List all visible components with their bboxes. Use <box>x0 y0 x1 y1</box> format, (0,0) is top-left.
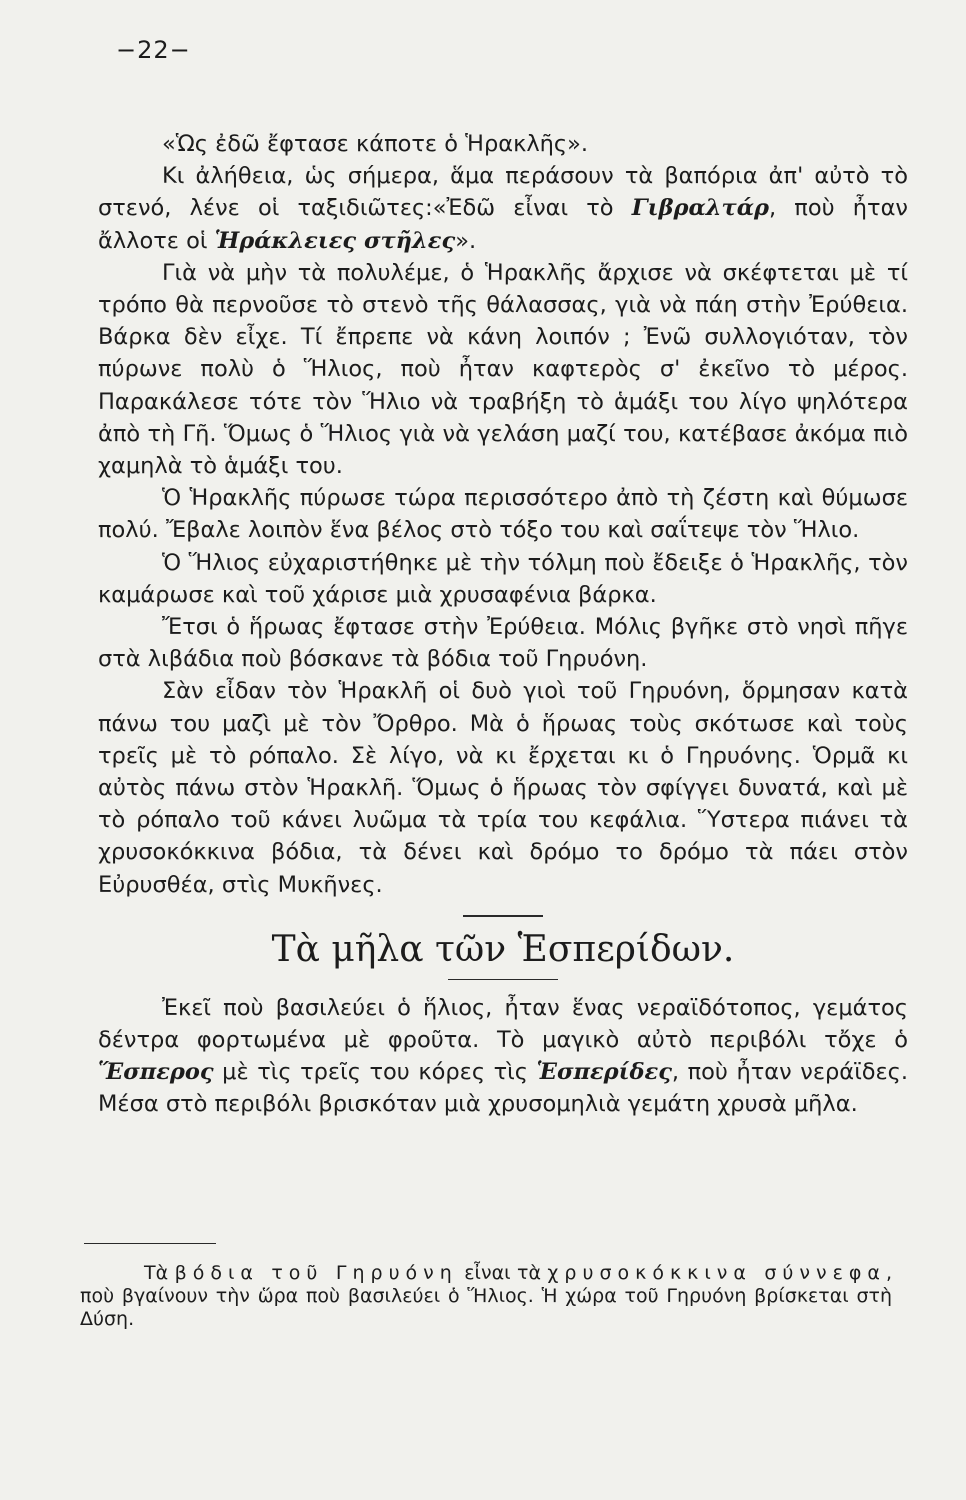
gibraltar-emphasis: Γιβραλτάρ <box>631 195 769 222</box>
paragraph-quote: «Ὡς ἐδῶ ἔφτασε κάποτε ὁ Ἡρακλῆς». <box>162 131 589 157</box>
section-divider-bottom <box>448 979 558 980</box>
footnote-rule <box>84 1243 216 1244</box>
text-run: εἶναι τὰ <box>457 1262 548 1284</box>
text-run: , ποὺ ἦταν ἄλλοτε οἱ <box>98 195 908 254</box>
text-run: μὲ τὶς τρεῖς του κόρες τὶς <box>213 1059 537 1086</box>
text-run: , ποὺ βγαίνουν τὴν ὥρα ποὺ βασιλεύει ὁ Ἥλιος. Ἡ χώρα τοῦ Γηρυόνη βρίσκεται στὴ Δύση. <box>80 1262 892 1330</box>
text-run: , ποὺ ἦταν νεράϊδες. Μέσα στὸ περιβόλι βρισκόταν μιὰ χρυσομηλιὰ γεμάτη χρυσὰ μῆλα. <box>98 1059 909 1118</box>
paragraph-erytheia: Ἔτσι ὁ ἥρωας ἔφτασε στὴν Ἐρύθεια. Μόλις βγῆκε στὸ νησὶ πῆγε στὰ λιβάδια ποὺ βόσκανε τὰ βόδια τοῦ Γηρυόνη. <box>98 614 908 673</box>
pillars-emphasis: Ἡράκλειες στῆλες <box>214 227 456 254</box>
spaced-emphasis: βόδια τοῦ Γηρυόνη <box>174 1262 458 1284</box>
section-heading: Τὰ μῆλα τῶν Ἑσπερίδων. <box>271 928 735 970</box>
footnote <box>80 1262 892 1331</box>
paragraph-geryon: Σὰν εἶδαν τὸν Ἡρακλῆ οἱ δυὸ γιοὶ τοῦ Γηρυόνη, ὅρμησαν κατὰ πάνω του μαζὶ μὲ τὸν Ὄρθρο. Μὰ ὁ ἥρωας τοὺς σκότωσε καὶ τοὺς τρεῖς μὲ τὸ ρόπαλο. Σὲ λίγο, νὰ κι ἔρχεται κι ὁ Γηρυόνης. Ὁρμᾶ κι αὐτὸς πάνω στὸν Ἡρακλῆ. Ὅμως ὁ ἥρωας τὸν σφίγγει δυνατά, καὶ μὲ τὸ ρόπαλο τοῦ κάνει λυῶμα τὰ τρία του κεφάλια. Ὕστερα πιάνει τὰ χρυσοκόκκινα βόδια, τὰ δένει καὶ δρόμο το δρόμο τὰ πάει στὸν Εὐρυσθέα, στὶς Μυκῆνες. <box>98 678 908 898</box>
main-text <box>98 128 908 1121</box>
footnote-paragraph <box>80 1262 892 1331</box>
spaced-emphasis: χρυσοκόκκινα σύννεφα <box>547 1262 886 1284</box>
paragraph-sun: Γιὰ νὰ μὴν τὰ πολυλέμε, ὁ Ἡρακλῆς ἄρχισε νὰ σκέφτεται μὲ τί τρόπο θὰ περνοῦσε τὸ στενὸ τῆς θάλασσας, γιὰ νὰ πάη στὴν Ἐρύθεια. Βάρκα δὲν εἶχε. Τί ἔπρεπε νὰ κάνη λοιπόν ; Ἐνῶ συλλογιόταν, τὸν πύρωνε πολὺ ὁ Ἥλιος, ποὺ ἦταν καφτερὸς σ' ἐκεῖνο τὸ μέρος. Παρακάλεσε τότε τὸν Ἥλιο νὰ τραβήξη τὸ ἁμάξι του λίγο ψηλότερα ἀπὸ τὴ Γῆ. Ὅμως ὁ Ἥλιος γιὰ νὰ γελάση μαζί του, κατέβασε ἀκόμα πιὸ χαμηλὰ τὸ ἁμάξι του. <box>98 259 908 480</box>
paragraph-arrow: Ὁ Ἡρακλῆς πύρωσε τώρα περισσότερο ἀπὸ τὴ ζέστη καὶ θύμωσε πολύ. Ἔβαλε λοιπὸν ἕνα βέλος στὸ τόξο του καὶ σαΐτεψε τὸν Ἥλιο. <box>98 485 908 544</box>
paragraph-hesperides <box>98 992 908 1121</box>
page-number: −22− <box>116 36 191 64</box>
text-run: Ἐκεῖ ποὺ βασιλεύει ὁ ἥλιος, ἦταν ἕνας νεραϊδότοπος, γεμάτος δέντρα φορτωμένα μὲ φροῦτα. Τὸ μαγικὸ αὐτὸ περιβόλι τὄχε ὁ <box>98 994 908 1054</box>
hesperides-emphasis: Ἑσπερίδες <box>536 1059 672 1086</box>
text-run: Κι ἀλήθεια, ὡς σήμερα, ἅμα περάσουν τὰ βαπόρια ἀπ' αὐτὸ τὸ στενό, λένε οἱ ταξιδιῶτες:«Ἐδῶ εἶναι τὸ <box>98 163 908 222</box>
text-run: ». <box>455 227 477 254</box>
text-run: Τὰ <box>144 1262 175 1284</box>
section-divider-top <box>463 915 543 917</box>
hesperos-emphasis: Ἕσπερος <box>98 1059 214 1086</box>
paragraph-gibraltar <box>98 160 908 257</box>
paragraph-boat: Ὁ Ἥλιος εὐχαριστήθηκε μὲ τὴν τόλμη ποὺ ἔδειξε ὁ Ἡρακλῆς, τὸν καμάρωσε καὶ τοῦ χάρισε μιὰ χρυσαφένια βάρκα. <box>98 549 908 608</box>
